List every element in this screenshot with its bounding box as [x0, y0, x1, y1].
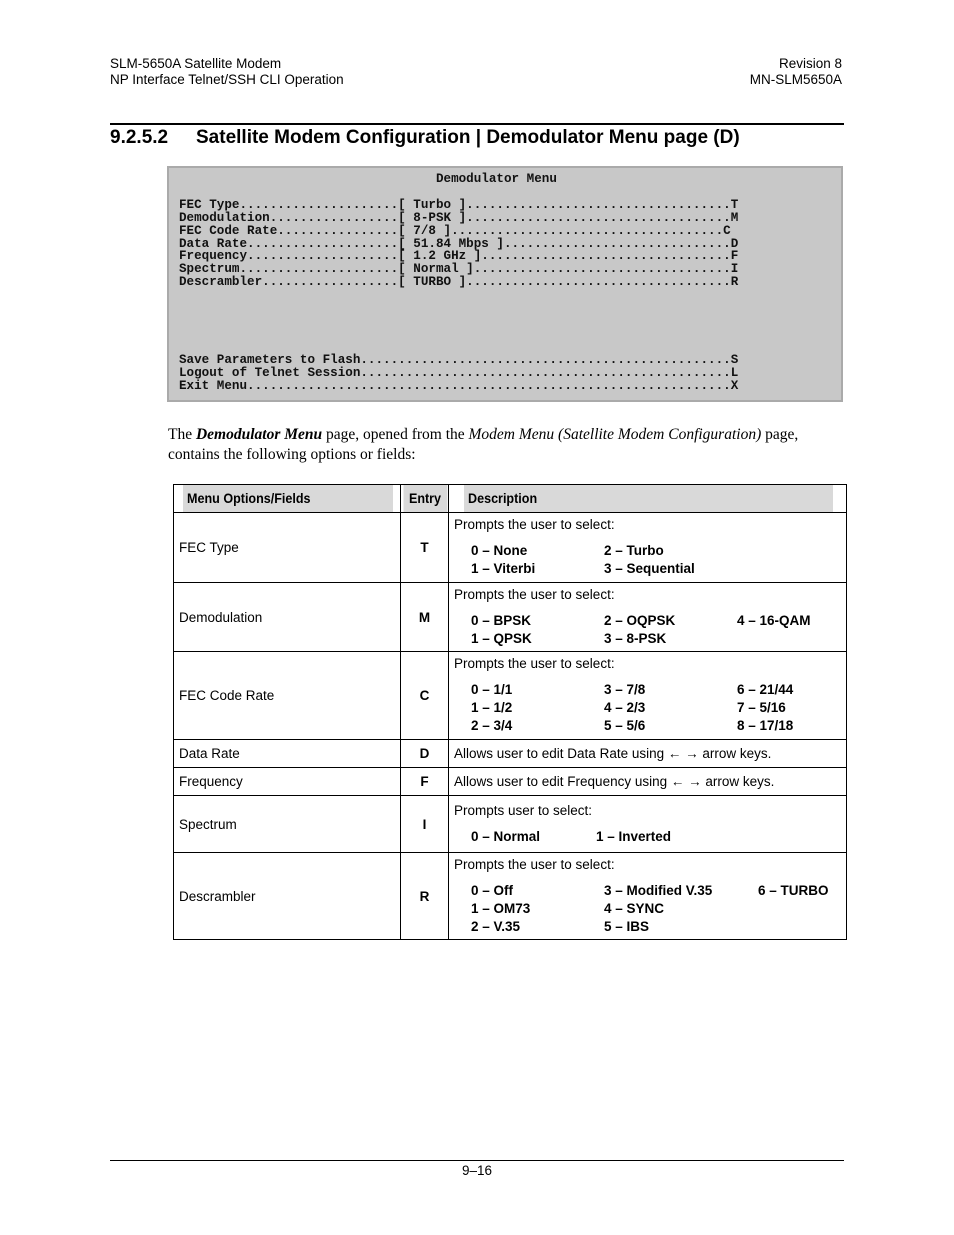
section-heading: [110, 127, 740, 149]
choice: 1 – Inverted: [596, 828, 672, 844]
options-table: [173, 484, 847, 940]
manual-number: MN-SLM5650A: [749, 72, 842, 87]
choice: 0 – BPSK: [471, 612, 532, 628]
field-name: Descrambler: [174, 853, 401, 940]
table-row: [174, 652, 847, 740]
intro-parent-page: Modem Menu (Satellite Modem Configuration): [468, 426, 762, 443]
choice: 6 – 21/44: [737, 682, 794, 697]
terminal-screenshot: [167, 166, 843, 402]
choice: 4 – SYNC: [604, 900, 665, 916]
description: Allows user to edit Data Rate using ← → arrow keys.: [449, 740, 847, 768]
entry-key: I: [401, 796, 449, 853]
field-name: Spectrum: [174, 796, 401, 853]
prompt-text: Prompts the user to select:: [454, 656, 615, 671]
choice: 1 – Viterbi: [471, 561, 536, 576]
choice: 0 – None: [471, 543, 528, 558]
table-row: [174, 853, 847, 940]
running-header-right: [750, 56, 842, 88]
entry-key: D: [401, 740, 449, 768]
table-row: [174, 583, 847, 652]
intro-text: page, opened from the: [322, 426, 469, 443]
choice: 1 – 1/2: [471, 700, 513, 715]
choice: 1 – OM73: [471, 900, 531, 916]
choice-list: [454, 681, 841, 735]
choice: 3 – 7/8: [604, 682, 646, 697]
entry-key: R: [401, 853, 449, 940]
choice: 2 – OQPSK: [604, 612, 676, 628]
footer-rule: [110, 1160, 844, 1161]
choice-list: [454, 612, 841, 648]
choice: 4 – 16-QAM: [737, 612, 811, 628]
intro-paragraph: [168, 425, 848, 465]
prompt-text: Prompts the user to select:: [454, 586, 615, 602]
entry-key: M: [401, 583, 449, 652]
description: [449, 583, 847, 652]
running-header-left: [110, 56, 344, 88]
prompt-text: Prompts user to select:: [454, 802, 593, 818]
product-name: SLM-5650A Satellite Modem: [110, 56, 282, 71]
entry-key: C: [401, 652, 449, 740]
section-number: 9.2.5.2: [110, 127, 169, 148]
description: [449, 796, 847, 853]
entry-key: F: [401, 768, 449, 796]
section-title: Satellite Modem Configuration | Demodulator Menu page (D): [196, 127, 740, 148]
table-header-row: [174, 485, 847, 513]
choice: 2 – V.35: [471, 918, 521, 934]
table-row: [174, 740, 847, 768]
choice: 1 – QPSK: [471, 630, 532, 646]
table-row: [174, 796, 847, 853]
field-name: Frequency: [174, 768, 401, 796]
document-subtitle: NP Interface Telnet/SSH CLI Operation: [110, 72, 344, 87]
description: [449, 513, 847, 583]
prompt-text: Prompts the user to select:: [454, 856, 615, 872]
choice: 2 – 3/4: [471, 718, 513, 733]
column-header: Description: [462, 485, 832, 513]
choice-list: [454, 882, 841, 936]
intro-text: The: [168, 426, 196, 443]
intro-text: page, contains the following options or fields:: [168, 426, 799, 463]
prompt-text: Prompts the user to select:: [454, 517, 615, 532]
choice: 0 – Normal: [471, 828, 541, 844]
choice: 3 – Modified V.35: [604, 882, 713, 898]
column-header: Entry: [402, 485, 447, 513]
table-row: [174, 768, 847, 796]
intro-menu-name: Demodulator Menu: [195, 426, 323, 443]
choice: 3 – Sequential: [604, 561, 695, 576]
choice-list: [454, 828, 841, 846]
table-row: [174, 513, 847, 583]
entry-key: T: [401, 513, 449, 583]
choice-list: [454, 542, 841, 578]
column-header: Menu Options/Fields: [181, 485, 392, 513]
choice: 2 – Turbo: [604, 543, 664, 558]
description: Allows user to edit Frequency using ← → arrow keys.: [449, 768, 847, 796]
choice: 0 – Off: [471, 882, 514, 898]
choice: 7 – 5/16: [737, 700, 786, 715]
revision: Revision 8: [778, 56, 842, 71]
header-rule: [110, 123, 844, 125]
field-name: Demodulation: [174, 583, 401, 652]
terminal-menu-text: Demodulator Menu FEC Type.....................[ Turbo ]...................................T Demodulation.................[ 8-PSK ]...................................M FEC Code Rate................[ 7/8 ]....................................C Data Rate....................[ 51.84 Mbps ]..............................D Frequency....................[ 1.2 GHz ].................................F Spectrum.....................[ Normal ]..................................I Descrambler..................[ TURBO ]...................................R Save Parameters to Flash.................................................S Logout of Telnet Session.................................................L Exit Menu................................................................X: [179, 172, 739, 393]
choice: 5 – 5/6: [604, 718, 646, 733]
choice: 4 – 2/3: [604, 700, 646, 715]
description: [449, 652, 847, 740]
field-name: Data Rate: [174, 740, 401, 768]
choice: 3 – 8-PSK: [604, 630, 667, 646]
choice: 5 – IBS: [604, 918, 650, 934]
description: [449, 853, 847, 940]
choice: 6 – TURBO: [758, 882, 829, 898]
field-name: FEC Code Rate: [174, 652, 401, 740]
choice: 0 – 1/1: [471, 682, 513, 697]
field-name: FEC Type: [174, 513, 401, 583]
choice: 8 – 17/18: [737, 718, 794, 733]
page-number: 9–16: [461, 1163, 493, 1178]
